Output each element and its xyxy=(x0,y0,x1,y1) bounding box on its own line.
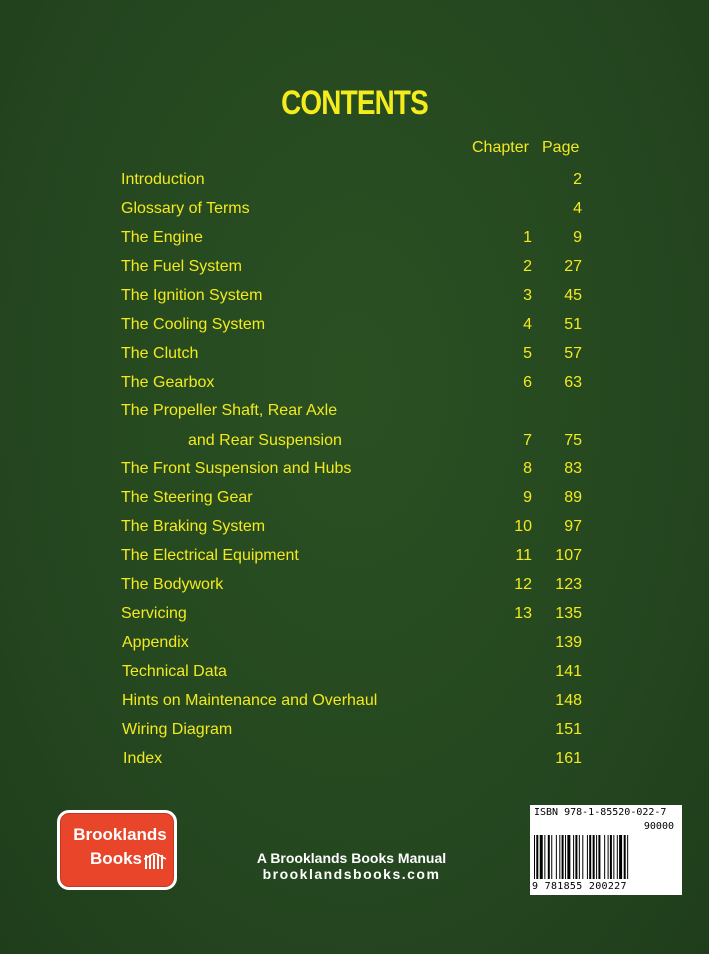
price-code: 90000 xyxy=(643,821,674,832)
entry-title: The Front Suspension and Hubs xyxy=(121,460,352,477)
contents-entry xyxy=(0,343,709,365)
entry-title: The Electrical Equipment xyxy=(121,547,299,564)
entry-page: 151 xyxy=(555,721,582,738)
entry-chapter: 11 xyxy=(515,547,532,564)
entry-title: Index xyxy=(123,750,163,767)
entry-page: 27 xyxy=(564,258,582,275)
entry-page: 123 xyxy=(555,576,582,593)
entry-page: 135 xyxy=(555,605,582,622)
contents-entry xyxy=(0,632,709,654)
entry-title: The Fuel System xyxy=(121,258,242,275)
entry-title: The Cooling System xyxy=(121,316,266,333)
entry-chapter: 10 xyxy=(514,518,532,535)
contents-entry xyxy=(0,314,709,336)
contents-entry xyxy=(0,198,709,220)
contents-entry xyxy=(0,545,709,567)
entry-title: Glossary of Terms xyxy=(121,200,250,217)
entry-title: Servicing xyxy=(121,605,187,622)
entry-page: 139 xyxy=(555,634,582,651)
entry-page: 107 xyxy=(555,547,582,564)
isbn-barcode xyxy=(530,805,682,895)
entry-title: The Braking System xyxy=(121,518,266,535)
entry-title: Wiring Diagram xyxy=(122,721,233,738)
entry-page: 51 xyxy=(564,316,582,333)
entry-chapter: 9 xyxy=(523,489,532,506)
entry-page: 9 xyxy=(573,229,582,246)
barcode-bars xyxy=(534,835,678,879)
contents-entry xyxy=(0,690,709,712)
imprint-title: A Brooklands Books Manual xyxy=(256,850,447,866)
contents-entry xyxy=(0,661,709,683)
imprint-website: brooklandsbooks.com xyxy=(262,866,441,882)
entry-chapter: 5 xyxy=(523,345,532,362)
entry-chapter: 3 xyxy=(523,287,532,304)
contents-entry xyxy=(0,256,709,278)
entry-title: The Bodywork xyxy=(121,576,224,593)
entry-title: The Propeller Shaft, Rear Axle xyxy=(121,402,338,419)
entry-title: The Steering Gear xyxy=(121,489,253,506)
entry-chapter: 13 xyxy=(514,605,532,622)
entry-chapter: 2 xyxy=(523,258,532,275)
page-column-header: Page xyxy=(542,139,580,156)
entry-chapter: 4 xyxy=(523,316,532,333)
entry-chapter: 1 xyxy=(523,229,532,246)
logo-line-2: Books xyxy=(90,849,142,868)
entry-page: 75 xyxy=(564,432,582,449)
contents-entry xyxy=(0,748,709,770)
entry-title: The Gearbox xyxy=(121,374,215,391)
contents-entry xyxy=(0,430,709,452)
entry-chapter: 12 xyxy=(514,576,532,593)
chapter-column-header: Chapter xyxy=(472,139,529,156)
isbn-text: ISBN 978-1-85520-022-7 xyxy=(534,807,667,818)
entry-title: Appendix xyxy=(122,634,189,651)
entry-chapter: 6 xyxy=(523,374,532,391)
entry-title: The Ignition System xyxy=(121,287,263,304)
entry-page: 97 xyxy=(564,518,582,535)
entry-page: 161 xyxy=(555,750,582,767)
entry-chapter: 8 xyxy=(523,460,532,477)
entry-page: 63 xyxy=(564,374,582,391)
contents-entry xyxy=(0,487,709,509)
entry-page: 89 xyxy=(564,489,582,506)
ean-number: 9 781855 200227 xyxy=(532,881,627,892)
contents-entry xyxy=(0,400,709,422)
entry-page: 141 xyxy=(555,663,582,680)
entry-title: The Clutch xyxy=(121,345,199,362)
logo-line-1: Brooklands xyxy=(73,825,167,844)
entry-page: 148 xyxy=(555,692,582,709)
contents-entry xyxy=(0,169,709,191)
contents-entry xyxy=(0,516,709,538)
entry-page: 4 xyxy=(573,200,582,217)
entry-title: and Rear Suspension xyxy=(188,432,342,449)
page-title: CONTENTS xyxy=(281,84,428,122)
entry-title: Introduction xyxy=(121,171,205,188)
contents-entry xyxy=(0,574,709,596)
entry-chapter: 7 xyxy=(523,432,532,449)
entry-page: 2 xyxy=(573,171,582,188)
entry-page: 57 xyxy=(564,345,582,362)
contents-entry xyxy=(0,603,709,625)
entry-title: The Engine xyxy=(121,229,203,246)
contents-entry xyxy=(0,719,709,741)
entry-title: Hints on Maintenance and Overhaul xyxy=(122,692,378,709)
contents-entry xyxy=(0,285,709,307)
contents-entry xyxy=(0,372,709,394)
entry-page: 83 xyxy=(564,460,582,477)
entry-page: 45 xyxy=(564,287,582,304)
contents-entry xyxy=(0,458,709,480)
contents-entry xyxy=(0,227,709,249)
entry-title: Technical Data xyxy=(122,663,227,680)
